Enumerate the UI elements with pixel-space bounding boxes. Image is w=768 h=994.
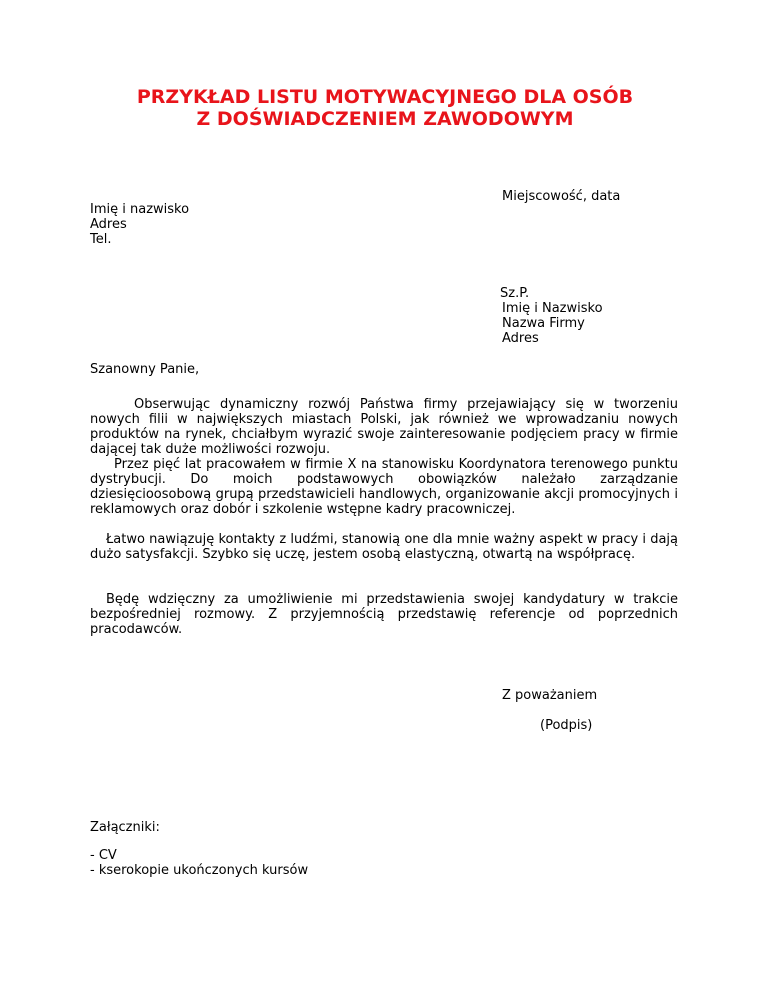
title-line-1: PRZYKŁAD LISTU MOTYWACYJNEGO DLA OSÓB xyxy=(136,86,634,108)
attachments-list xyxy=(90,848,308,878)
paragraph-interview: Będę wdzięczny za umożliwienie mi przedstawienia swojej kandydatury w trakcie bezpośredniej rozmowy. Z przyjemnością przedstawię referencje od poprzednich pracodawców. xyxy=(90,592,678,637)
sender-block xyxy=(90,202,189,247)
attachments-heading: Załączniki: xyxy=(90,820,160,835)
recipient-prefix: Sz.P. xyxy=(500,286,530,301)
closing: Z poważaniem xyxy=(502,688,598,703)
paragraph-skills: Łatwo nawiązuję kontakty z ludźmi, stanowią one dla mnie ważny aspekt w pracy i dają dużo satysfakcji. Szybko się uczę, jestem osobą elastyczną, otwartą na współpracę. xyxy=(90,532,678,562)
page-title xyxy=(90,86,680,130)
sender-name: Imię i nazwisko xyxy=(90,202,190,217)
sender-phone: Tel. xyxy=(90,232,112,247)
recipient-name: Imię i Nazwisko xyxy=(502,301,603,316)
recipient-company: Nazwa Firmy xyxy=(502,316,585,331)
place-date: Miejscowość, data xyxy=(502,189,621,204)
recipient-block xyxy=(500,286,603,346)
list-item: - kserokopie ukończonych kursów xyxy=(90,863,309,878)
signature: (Podpis) xyxy=(540,718,593,733)
recipient-address: Adres xyxy=(502,331,539,346)
title-line-2: Z DOŚWIADCZENIEM ZAWODOWYM xyxy=(196,108,574,130)
sender-address: Adres xyxy=(90,217,127,232)
salutation: Szanowny Panie, xyxy=(90,362,200,377)
paragraph-experience: Przez pięć lat pracowałem w firmie X na stanowisku Koordynatora terenowego punktu dystrybucji. Do moich podstawowych obowiązków należało zarządzanie dziesięcioosobową grupą przedstawicieli handlowych, organizowanie akcji promocyjnych i reklamowych oraz dobór i szkolenie wstępne kadry pracowniczej. xyxy=(90,457,678,517)
list-item: - CV xyxy=(90,848,117,863)
paragraph-interest: Obserwując dynamiczny rozwój Państwa firmy przejawiający się w tworzeniu nowych filii w największych miastach Polski, jak również we wprowadzaniu nowych produktów na rynek, chciałbym wyrazić swoje zainteresowanie podjęciem pracy w firmie dającej tak duże możliwości rozwoju. xyxy=(90,397,678,457)
